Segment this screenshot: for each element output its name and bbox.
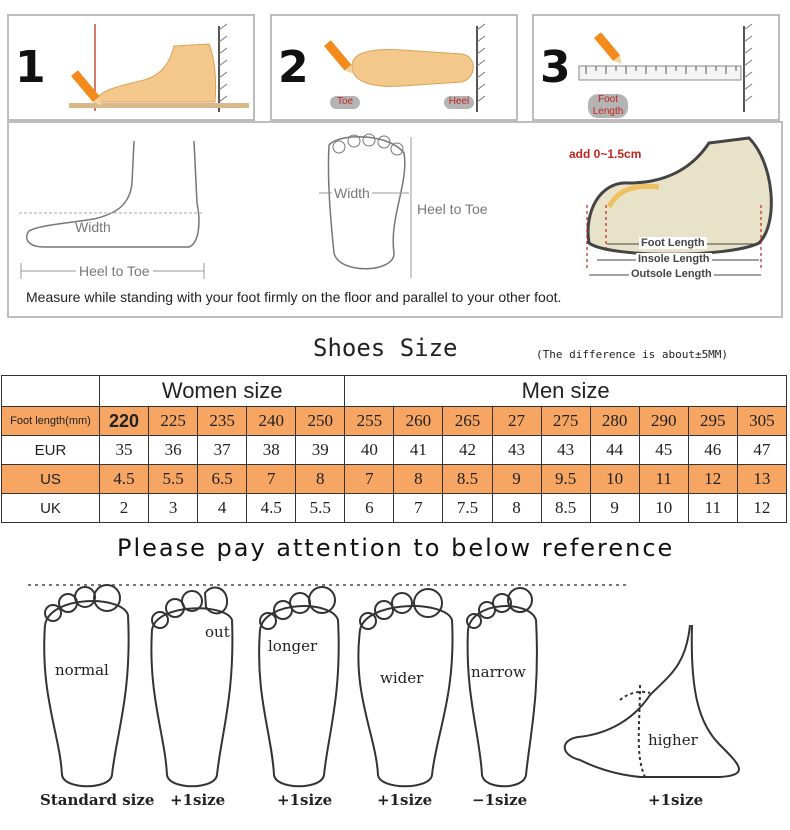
us-row	[2, 465, 787, 494]
foot-label-wider: wider	[380, 669, 424, 687]
table-cell: 8.5	[443, 465, 492, 494]
table-cell: 13	[737, 465, 786, 494]
step-3-illustration	[534, 16, 778, 119]
step-2-illustration	[272, 16, 516, 119]
foot-label-higher: higher	[648, 731, 698, 749]
table-cell: 10	[639, 494, 688, 523]
table-cell: 27	[492, 407, 541, 436]
step-3-number: 3	[540, 42, 571, 93]
table-cell: 35	[100, 436, 149, 465]
table-cell: 225	[149, 407, 198, 436]
size-narrow: −1size	[472, 791, 528, 809]
step-1-panel	[7, 14, 255, 121]
measure-caption: Measure while standing with your foot firmly on the floor and parallel to your other foot.	[26, 289, 562, 305]
table-cell: 4.5	[100, 465, 149, 494]
reference-title: Please pay attention to below reference	[117, 534, 675, 562]
table-cell: 8.5	[541, 494, 590, 523]
table-cell: 44	[590, 436, 639, 465]
step-1-illustration	[9, 16, 253, 119]
table-cell: 255	[345, 407, 394, 436]
row-label: EUR	[2, 436, 100, 465]
foot-length-label: Foot Length	[588, 94, 628, 118]
foot-label-out: out	[205, 623, 230, 641]
table-cell: 43	[541, 436, 590, 465]
table-cell: 38	[247, 436, 296, 465]
heel-to-toe-top: Heel to Toe	[417, 201, 488, 217]
table-header-row	[2, 376, 787, 407]
table-corner	[2, 376, 100, 407]
table-cell: 280	[590, 407, 639, 436]
table-cell: 290	[639, 407, 688, 436]
feet-illustrations	[0, 575, 790, 825]
table-cell: 8	[296, 465, 345, 494]
table-cell: 45	[639, 436, 688, 465]
women-size-header: Women size	[100, 376, 345, 407]
add-note: add 0~1.5cm	[569, 147, 642, 161]
insole-length-text: Insole Length	[638, 253, 710, 265]
table-cell: 8	[492, 494, 541, 523]
table-cell: 40	[345, 436, 394, 465]
table-cell: 7.5	[443, 494, 492, 523]
foot-length-text: Foot Length	[641, 237, 705, 249]
difference-note: (The difference is about±5MM)	[536, 348, 729, 361]
men-size-header: Men size	[345, 376, 787, 407]
table-cell: 8	[394, 465, 443, 494]
table-cell: 47	[737, 436, 786, 465]
table-cell: 37	[198, 436, 247, 465]
table-cell: 3	[149, 494, 198, 523]
table-cell: 2	[100, 494, 149, 523]
foot-label-longer: longer	[268, 637, 318, 655]
table-cell: 7	[394, 494, 443, 523]
table-cell: 9	[590, 494, 639, 523]
table-cell: 275	[541, 407, 590, 436]
eur-row	[2, 436, 787, 465]
size-out: +1size	[170, 791, 226, 809]
table-cell: 7	[345, 465, 394, 494]
table-cell: 12	[737, 494, 786, 523]
table-cell: 240	[247, 407, 296, 436]
size-higher: +1size	[648, 791, 704, 809]
size-table	[1, 375, 787, 523]
table-cell: 43	[492, 436, 541, 465]
foot-label-normal: normal	[55, 661, 109, 679]
size-standard: Standard size	[40, 791, 155, 809]
step-2-number: 2	[278, 42, 309, 93]
table-cell: 42	[443, 436, 492, 465]
table-cell: 5.5	[296, 494, 345, 523]
table-cell: 305	[737, 407, 786, 436]
heel-to-toe-side: Heel to Toe	[76, 263, 153, 279]
table-cell: 6	[345, 494, 394, 523]
table-cell: 9	[492, 465, 541, 494]
measure-panel	[7, 121, 783, 318]
toe-label: Toe	[330, 96, 360, 109]
shoes-size-title: Shoes Size	[313, 334, 458, 362]
table-cell: 11	[688, 494, 737, 523]
size-longer: +1size	[277, 791, 333, 809]
table-cell: 235	[198, 407, 247, 436]
foot-label-narrow: narrow	[471, 663, 526, 681]
table-cell: 12	[688, 465, 737, 494]
step-2-panel	[270, 14, 518, 121]
heel-label: Heel	[444, 96, 474, 109]
uk-row	[2, 494, 787, 523]
step-1-number: 1	[15, 42, 46, 93]
foot-length-row	[2, 407, 787, 436]
row-label: UK	[2, 494, 100, 523]
table-cell: 11	[639, 465, 688, 494]
table-cell: 46	[688, 436, 737, 465]
table-cell: 41	[394, 436, 443, 465]
outsole-length-text: Outsole Length	[631, 268, 712, 280]
step-3-panel	[532, 14, 780, 121]
table-cell: 220	[100, 407, 149, 436]
table-cell: 10	[590, 465, 639, 494]
table-cell: 5.5	[149, 465, 198, 494]
table-cell: 7	[247, 465, 296, 494]
table-cell: 9.5	[541, 465, 590, 494]
row-label: US	[2, 465, 100, 494]
width-label-top: Width	[334, 185, 370, 201]
table-cell: 4.5	[247, 494, 296, 523]
table-cell: 265	[443, 407, 492, 436]
table-cell: 295	[688, 407, 737, 436]
table-cell: 39	[296, 436, 345, 465]
table-cell: 250	[296, 407, 345, 436]
table-cell: 260	[394, 407, 443, 436]
row-label: Foot length(mm)	[2, 407, 100, 436]
width-label-side: Width	[75, 219, 111, 235]
table-cell: 36	[149, 436, 198, 465]
size-wider: +1size	[377, 791, 433, 809]
table-cell: 4	[198, 494, 247, 523]
table-cell: 6.5	[198, 465, 247, 494]
